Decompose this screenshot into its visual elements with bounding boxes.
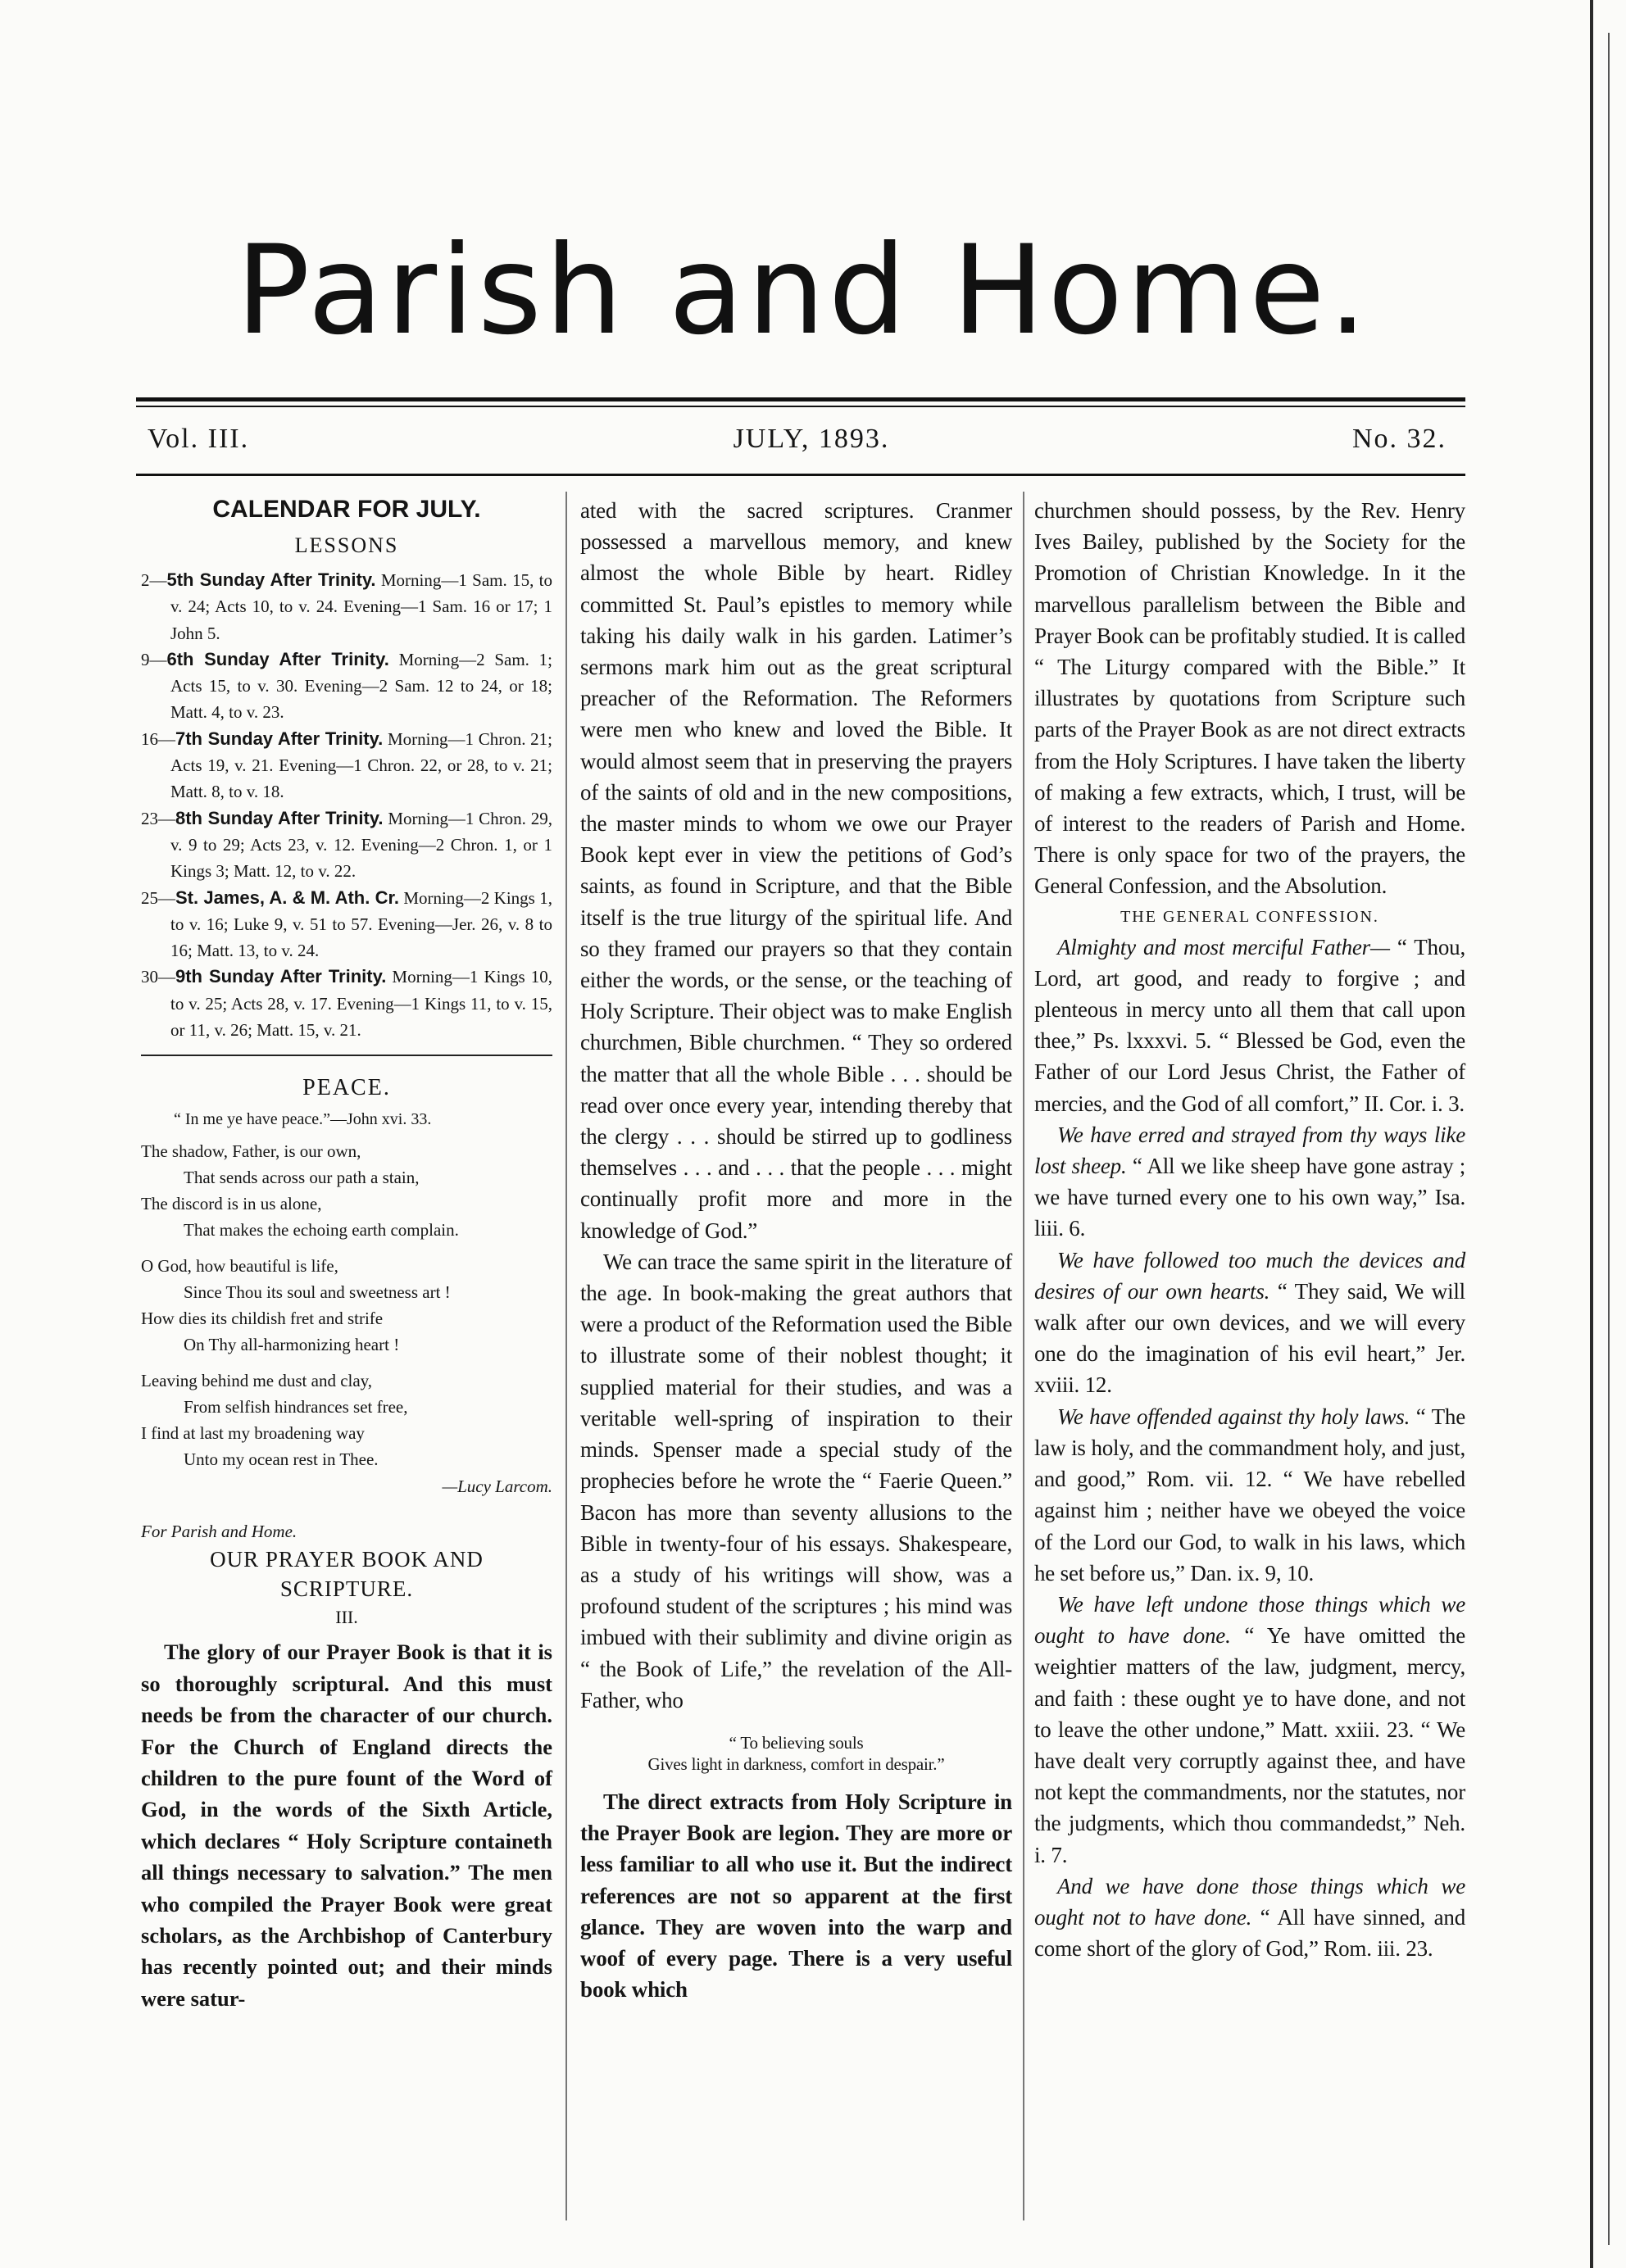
column-divider (565, 492, 567, 2220)
article-body-col2-p1: ated with the sacred scriptures. Cranmer possessed a marvellous memory, and knew almost the whole Bible by heart. Ridley committed St. Paul’s epistles to memory while taking his daily walk in his garden. Latimer’s sermons mark him out as the great scriptural preacher of the Reformation. The Reformers were men who knew and loved the Bible. It would almost seem that in preserving the prayers of the saints of old and in the new compositions, the master minds to whom we owe our Prayer Book kept ever in view the petitions of God’s saints, as found in Scripture, and that the Bible itself is the true liturgy of the spiritual life. And so they framed our prayers so that they contain either the words, or the sense, or the teaching of Holy Scripture. Their object was to make English churchmen, Bible churchmen. “ They so ordered the matter that all the whole Bible . . . should be read over once every year, intending thereby that the clergy . . . should be stirred up to godliness themselves . . . and . . . that the people . . . might continually profit more and more in the knowledge of God.” (580, 498, 1012, 1243)
confession-entry: We have erred and strayed from thy ways like lost sheep. “ All we like sheep have gone astray ; we have turned every one to his own way,” Isa. liii. 6. (1034, 1122, 1465, 1241)
poem-line: The shadow, Father, is our own, (141, 1141, 361, 1162)
poem-line: O God, how beautiful is life, (141, 1256, 338, 1277)
poem-line: That makes the echoing earth complain. (184, 1220, 459, 1241)
masthead-title: Parish and Home. (235, 220, 1371, 362)
poem-stanza (141, 1368, 552, 1472)
poem-line: From selfish hindrances set free, (184, 1397, 408, 1418)
article-quote (580, 1732, 1012, 1775)
lesson-entry: 30—9th Sunday After Trinity. Morning—1 Kings 10, to v. 25; Acts 28, v. 17. Evening—1 Kings 11, to v. 15, or 11, v. 26; Matt. 15, v. 21. (141, 966, 552, 1041)
article-part: III. (335, 1607, 358, 1628)
volume-label: Vol. III. (148, 424, 250, 454)
article-body-col1: The glory of our Prayer Book is that it is so thoroughly scriptural. And this must needs be from the character of our church. For the Church of England directs the children to the pure fount of the Word of God, in the words of the Sixth Article, which declares “ Holy Scripture containeth all things necessary to salvation.” The men who compiled the Prayer Book were great scholars, as the Archbishop of Canterbury has recently pointed out; and their minds were satur- (141, 1640, 552, 2011)
lesson-entry: 23—8th Sunday After Trinity. Morning—1 Chron. 29, v. 9 to 29; Acts 23, v. 12. Evening—2 Chron. 1, or 1 Kings 3; Matt. 12, to v. 22. (141, 807, 553, 882)
confession-entry: Almighty and most merciful Father— “ Thou, Lord, art good, and ready to forgive ; and plenteous in mercy unto all them that call upon thee,” Ps. lxxxvi. 5. “ Blessed be God, even the Father of our Lord Jesus Christ, the Father of mercies, and the God of all comfort,” II. Cor. i. 3. (1034, 934, 1465, 1116)
peace-epigraph: “ In me ye have peace.”—John xvi. 33. (174, 1110, 432, 1129)
poem-stanza (141, 1138, 552, 1243)
quote-line: Gives light in darkness, comfort in despair.” (647, 1753, 945, 1774)
lesson-entry: 16—7th Sunday After Trinity. Morning—1 Chron. 21; Acts 19, v. 21. Evening—1 Chron. 22, or 28, to v. 21; Matt. 8, to v. 18. (141, 728, 553, 802)
page-edge-line (1608, 33, 1610, 2245)
calendar-heading: CALENDAR FOR JULY. (212, 496, 481, 523)
confession-entry: And we have done those things which we ought not to have done. “ All have sinned, and come short of the glory of God,” Rom. iii. 23. (1034, 1873, 1466, 1962)
peace-heading: PEACE. (302, 1075, 391, 1101)
confession-entry: We have left undone those things which we ought to have done. “ Ye have omitted the weightier matters of the law, judgment, mercy, and faith : these ought ye to have done, and not to leave the other undone,” Matt. xxiii. 23. “ We have dealt very corruptly against thee, and have not kept the commandments, nor the statutes, nor the judgments, which thou commandedst,” Neh. i. 7. (1034, 1591, 1465, 1867)
article-body-col2-p3: The direct extracts from Holy Scripture in the Prayer Book are legion. They are more or less familiar to all who use it. But the indirect references are not so apparent at the first glance. They are woven into the warp and woof of every page. There is a very useful book which (580, 1789, 1012, 2003)
page-edge-line (1590, 0, 1593, 2268)
lessons-list (141, 567, 552, 1043)
column-3 (1034, 495, 1465, 1964)
poem-line: How dies its childish fret and strife (141, 1309, 384, 1329)
poem-line: That sends across our path a stain, (184, 1168, 420, 1188)
poem-line: On Thy all-harmonizing heart ! (184, 1335, 400, 1355)
lesson-entry: 9—6th Sunday After Trinity. Morning—2 Sam. 1; Acts 15, to v. 30. Evening—2 Sam. 12 to 24, or 18; Matt. 4, to v. 23. (141, 648, 553, 723)
confession-entry: We have followed too much the devices and desires of our own hearts. “ They said, We will walk after our own devices, and we will every one do the imagination of his evil heart,” Jer. xviii. 12. (1034, 1247, 1465, 1398)
header-rule (136, 474, 1465, 476)
article-title: OUR PRAYER BOOK AND SCRIPTURE. (210, 1547, 484, 1602)
article-for-line: For Parish and Home. (141, 1522, 297, 1542)
column-divider (1023, 492, 1024, 2220)
peace-poem (141, 1138, 552, 1472)
poem-line: Since Thou its soul and sweetness art ! (184, 1282, 451, 1303)
masthead-rule (136, 397, 1465, 401)
column-1 (141, 495, 552, 2014)
quote-line: “ To believing souls (729, 1732, 864, 1753)
poem-line: I find at last my broadening way (141, 1423, 365, 1444)
poem-line: Leaving behind me dust and clay, (141, 1371, 373, 1391)
article-body-col3-p1: churchmen should possess, by the Rev. Henry Ives Bailey, published by the Society for the Promotion of Christian Knowledge. In it the marvellous parallelism between the Bible and Prayer Book can be profitably studied. It is called “ The Liturgy compared with the Bible.” It illustrates by quotations from Scripture such parts of the Prayer Book as are not direct extracts from the Holy Scriptures. I have taken the liberty of making a few extracts, which, I trust, will be of interest to the readers of Parish and Home. There is only space for two of the prayers, the General Confession, and the Absolution. (1034, 498, 1465, 899)
masthead-rule-thin (136, 406, 1465, 407)
lessons-heading: LESSONS (294, 533, 399, 557)
poem-line: The discord is in us alone, (141, 1194, 322, 1214)
poem-stanza (141, 1253, 552, 1358)
section-divider (141, 1055, 552, 1056)
poem-author: —Lucy Larcom. (442, 1476, 552, 1497)
issue-date: JULY, 1893. (733, 424, 890, 454)
article-body-col2-p2: We can trace the same spirit in the literature of the age. In book-making the great authors that were a product of the Reformation used the Bible to illustrate some of their noblest thought; it supplied material for their studies, and was a veritable well-spring of inspiration to their minds. Spenser made a special study of the prophecies before he wrote the “ Faerie Queen.” Bacon has more than seventy allusions to the Bible in twenty-four of his essays. Shakespeare, as a study of his writings will show, was a profound student of the scriptures ; his mind was imbued with their sublimity and divine origin as “ the Book of Life,” the revelation of the All-Father, who (580, 1249, 1012, 1712)
lesson-entry: 2—5th Sunday After Trinity. Morning—1 Sam. 15, to v. 24; Acts 10, to v. 24. Evening—1 Sam. 16 or 17; 1 John 5. (141, 569, 552, 643)
general-confession-heading: THE GENERAL CONFESSION. (1120, 907, 1379, 926)
poem-line: Unto my ocean rest in Thee. (184, 1449, 379, 1470)
confession-entry: We have offended against thy holy laws. “ The law is holy, and the commandment holy, and just, and good,” Rom. vii. 12. “ We have rebelled against him ; neither have we obeyed the voice of the Lord our God, to walk in his laws, which he set before us,” Dan. ix. 9, 10. (1034, 1404, 1465, 1585)
lesson-entry: 25—St. James, A. & M. Ath. Cr. Morning—2 Kings 1, to v. 16; Luke 9, v. 51 to 57. Evening—Jer. 26, v. 8 to 16; Matt. 13, to v. 24. (141, 887, 552, 961)
column-2 (580, 495, 1012, 2005)
issue-number: No. 32. (1352, 424, 1447, 454)
